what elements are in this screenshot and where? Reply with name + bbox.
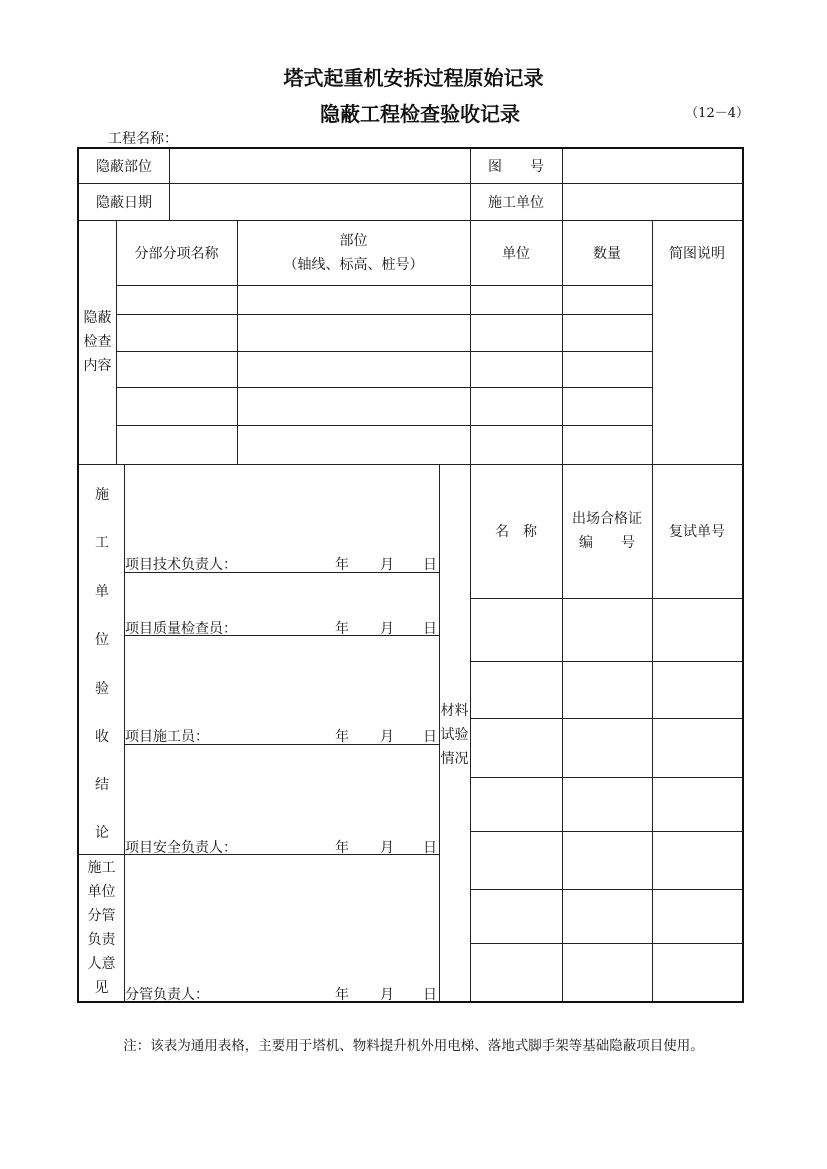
- date-day: 日: [423, 729, 437, 745]
- col-sketch-header: 简图说明: [669, 245, 725, 262]
- sketch-area[interactable]: [652, 285, 742, 464]
- footer-note: 注：该表为通用表格，主要用于塔机、物料提升机外用电梯、落地式脚手架等基础隐蔽项目使用。: [123, 1038, 704, 1054]
- hidden-content-side-label: 隐蔽 检查 内容: [83, 310, 112, 374]
- signer-manager: 分管负责人：: [125, 987, 209, 1003]
- form-code: （12－4）: [685, 106, 749, 121]
- construction-unit-label: 施工单位: [488, 194, 544, 211]
- acceptance-side-label: 施 工 单 位 验 收 结 论: [95, 487, 109, 841]
- hidden-date-label: 隐蔽日期: [96, 194, 152, 211]
- date-day: 日: [423, 840, 437, 856]
- col-position-header: 部位 （轴线、标高、桩号）: [283, 232, 424, 273]
- hidden-date-field[interactable]: [169, 183, 470, 220]
- drawing-no-label: 图 号: [488, 159, 544, 175]
- form-subtitle: 隐蔽工程检查验收记录: [320, 102, 520, 126]
- date-day: 日: [423, 557, 437, 573]
- hidden-part-label: 隐蔽部位: [96, 159, 152, 175]
- date-year: 年: [335, 840, 349, 856]
- material-side-label: 材料 试验 情况: [440, 703, 469, 767]
- date-month: 月: [380, 557, 394, 573]
- inspection-table: [77, 147, 744, 1003]
- date-month: 月: [380, 621, 394, 637]
- date-day: 日: [423, 621, 437, 637]
- material-retest-header: 复试单号: [669, 524, 725, 540]
- date-day: 日: [423, 987, 437, 1003]
- material-name-header: 名 称: [495, 524, 537, 540]
- date-month: 月: [380, 840, 394, 856]
- date-year: 年: [335, 557, 349, 573]
- manager-side-label: 施工 单位 分管 负责 人意 见: [87, 859, 116, 996]
- date-year: 年: [335, 729, 349, 745]
- project-name-label: 工程名称：: [108, 131, 178, 147]
- signer-tech-lead: 项目技术负责人：: [125, 557, 237, 573]
- date-year: 年: [335, 621, 349, 637]
- signer-quality-inspector: 项目质量检查员：: [125, 621, 237, 637]
- construction-unit-field[interactable]: [562, 183, 742, 220]
- drawing-no-field[interactable]: [562, 149, 742, 183]
- col-item-header: 分部分项名称: [134, 245, 219, 262]
- form-title: 塔式起重机安拆过程原始记录: [283, 66, 544, 90]
- date-year: 年: [335, 987, 349, 1003]
- date-month: 月: [380, 729, 394, 745]
- hidden-part-field[interactable]: [169, 149, 470, 183]
- col-unit-header: 单位: [502, 245, 530, 262]
- date-month: 月: [380, 987, 394, 1003]
- col-qty-header: 数量: [593, 245, 621, 262]
- signer-site-worker: 项目施工员：: [125, 729, 209, 745]
- material-cert-header: 出场合格证 编 号: [572, 511, 642, 551]
- signer-safety-lead: 项目安全负责人：: [125, 840, 237, 856]
